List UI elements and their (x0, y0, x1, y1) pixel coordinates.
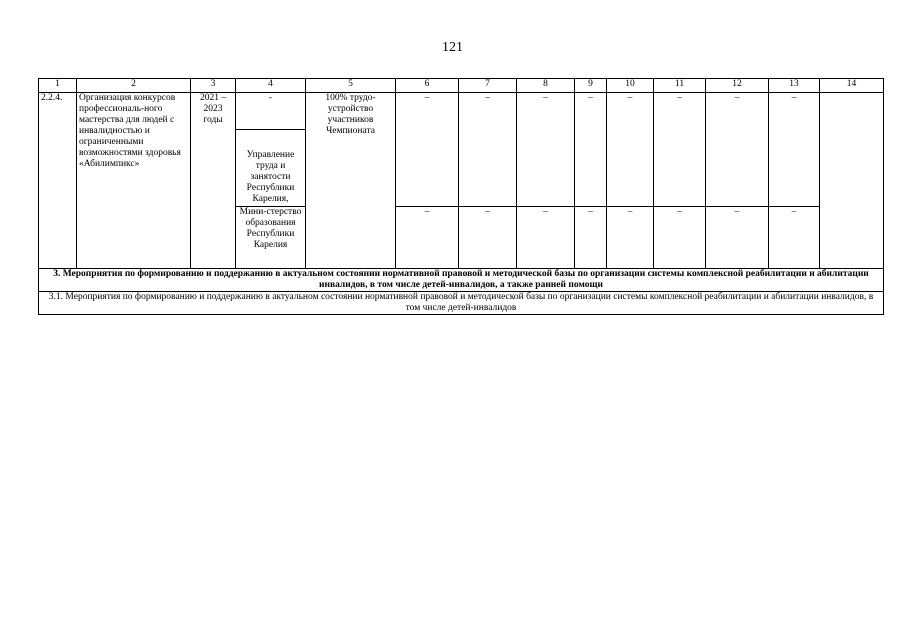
value-cell: – (706, 93, 769, 207)
value-cell: – (769, 207, 820, 269)
period: 2021 – 2023 годы (191, 93, 236, 269)
row-id: 2.2.4. (39, 93, 77, 269)
subsection-title: 3.1. Мероприятия по формированию и поддержанию в актуальном состоянии нормативной правовой и методической базы по организации системы комплексной реабилитации и абилитации инвалидов, в том числе детей-инвалидов (39, 292, 884, 315)
column-header: 1 (39, 79, 77, 93)
program-table (38, 78, 884, 315)
column-header: 9 (575, 79, 607, 93)
column-header: 8 (517, 79, 575, 93)
column-header: 7 (459, 79, 517, 93)
value-cell: – (575, 207, 607, 269)
value-cell: – (459, 207, 517, 269)
executor-cell: - (236, 93, 306, 130)
measure-name: Организация конкурсов профессиональ-ного мастерства для людей с инвалидностью и ограниченными возможностями здоровья «Абилимпикс» (77, 93, 191, 269)
value-cell: – (396, 93, 459, 207)
column-header: 12 (706, 79, 769, 93)
value-cell: – (517, 207, 575, 269)
value-cell: – (654, 93, 706, 207)
value-cell: – (575, 93, 607, 207)
value-cell: – (654, 207, 706, 269)
column-header: 11 (654, 79, 706, 93)
empty-cell (820, 93, 884, 269)
value-cell: – (396, 207, 459, 269)
value-cell: – (607, 93, 654, 207)
indicator: 100% трудо-устройство участников Чемпионата (306, 93, 396, 269)
column-header: 13 (769, 79, 820, 93)
column-header: 14 (820, 79, 884, 93)
column-number-row (39, 79, 884, 93)
value-cell: – (459, 93, 517, 207)
subsection-row (39, 292, 884, 315)
value-cell: – (517, 93, 575, 207)
section-row (39, 269, 884, 292)
value-cell: – (706, 207, 769, 269)
executor-cell: Управление труда и занятости Республики Карелия, (236, 130, 306, 207)
column-header: 10 (607, 79, 654, 93)
column-header: 6 (396, 79, 459, 93)
value-cell: – (769, 93, 820, 207)
table-row (39, 93, 884, 130)
column-header: 4 (236, 79, 306, 93)
section-title: 3. Мероприятия по формированию и поддержанию в актуальном состоянии нормативной правовой и методической базы по организации системы комплексной реабилитации и абилитации инвалидов, в том числе детей-инвалидов, а также ранней помощи (39, 269, 884, 292)
column-header: 3 (191, 79, 236, 93)
executor-cell: Мини-стерство образования Республики Карелия (236, 207, 306, 269)
column-header: 2 (77, 79, 191, 93)
page-number: 121 (442, 40, 463, 55)
column-header: 5 (306, 79, 396, 93)
value-cell: – (607, 207, 654, 269)
